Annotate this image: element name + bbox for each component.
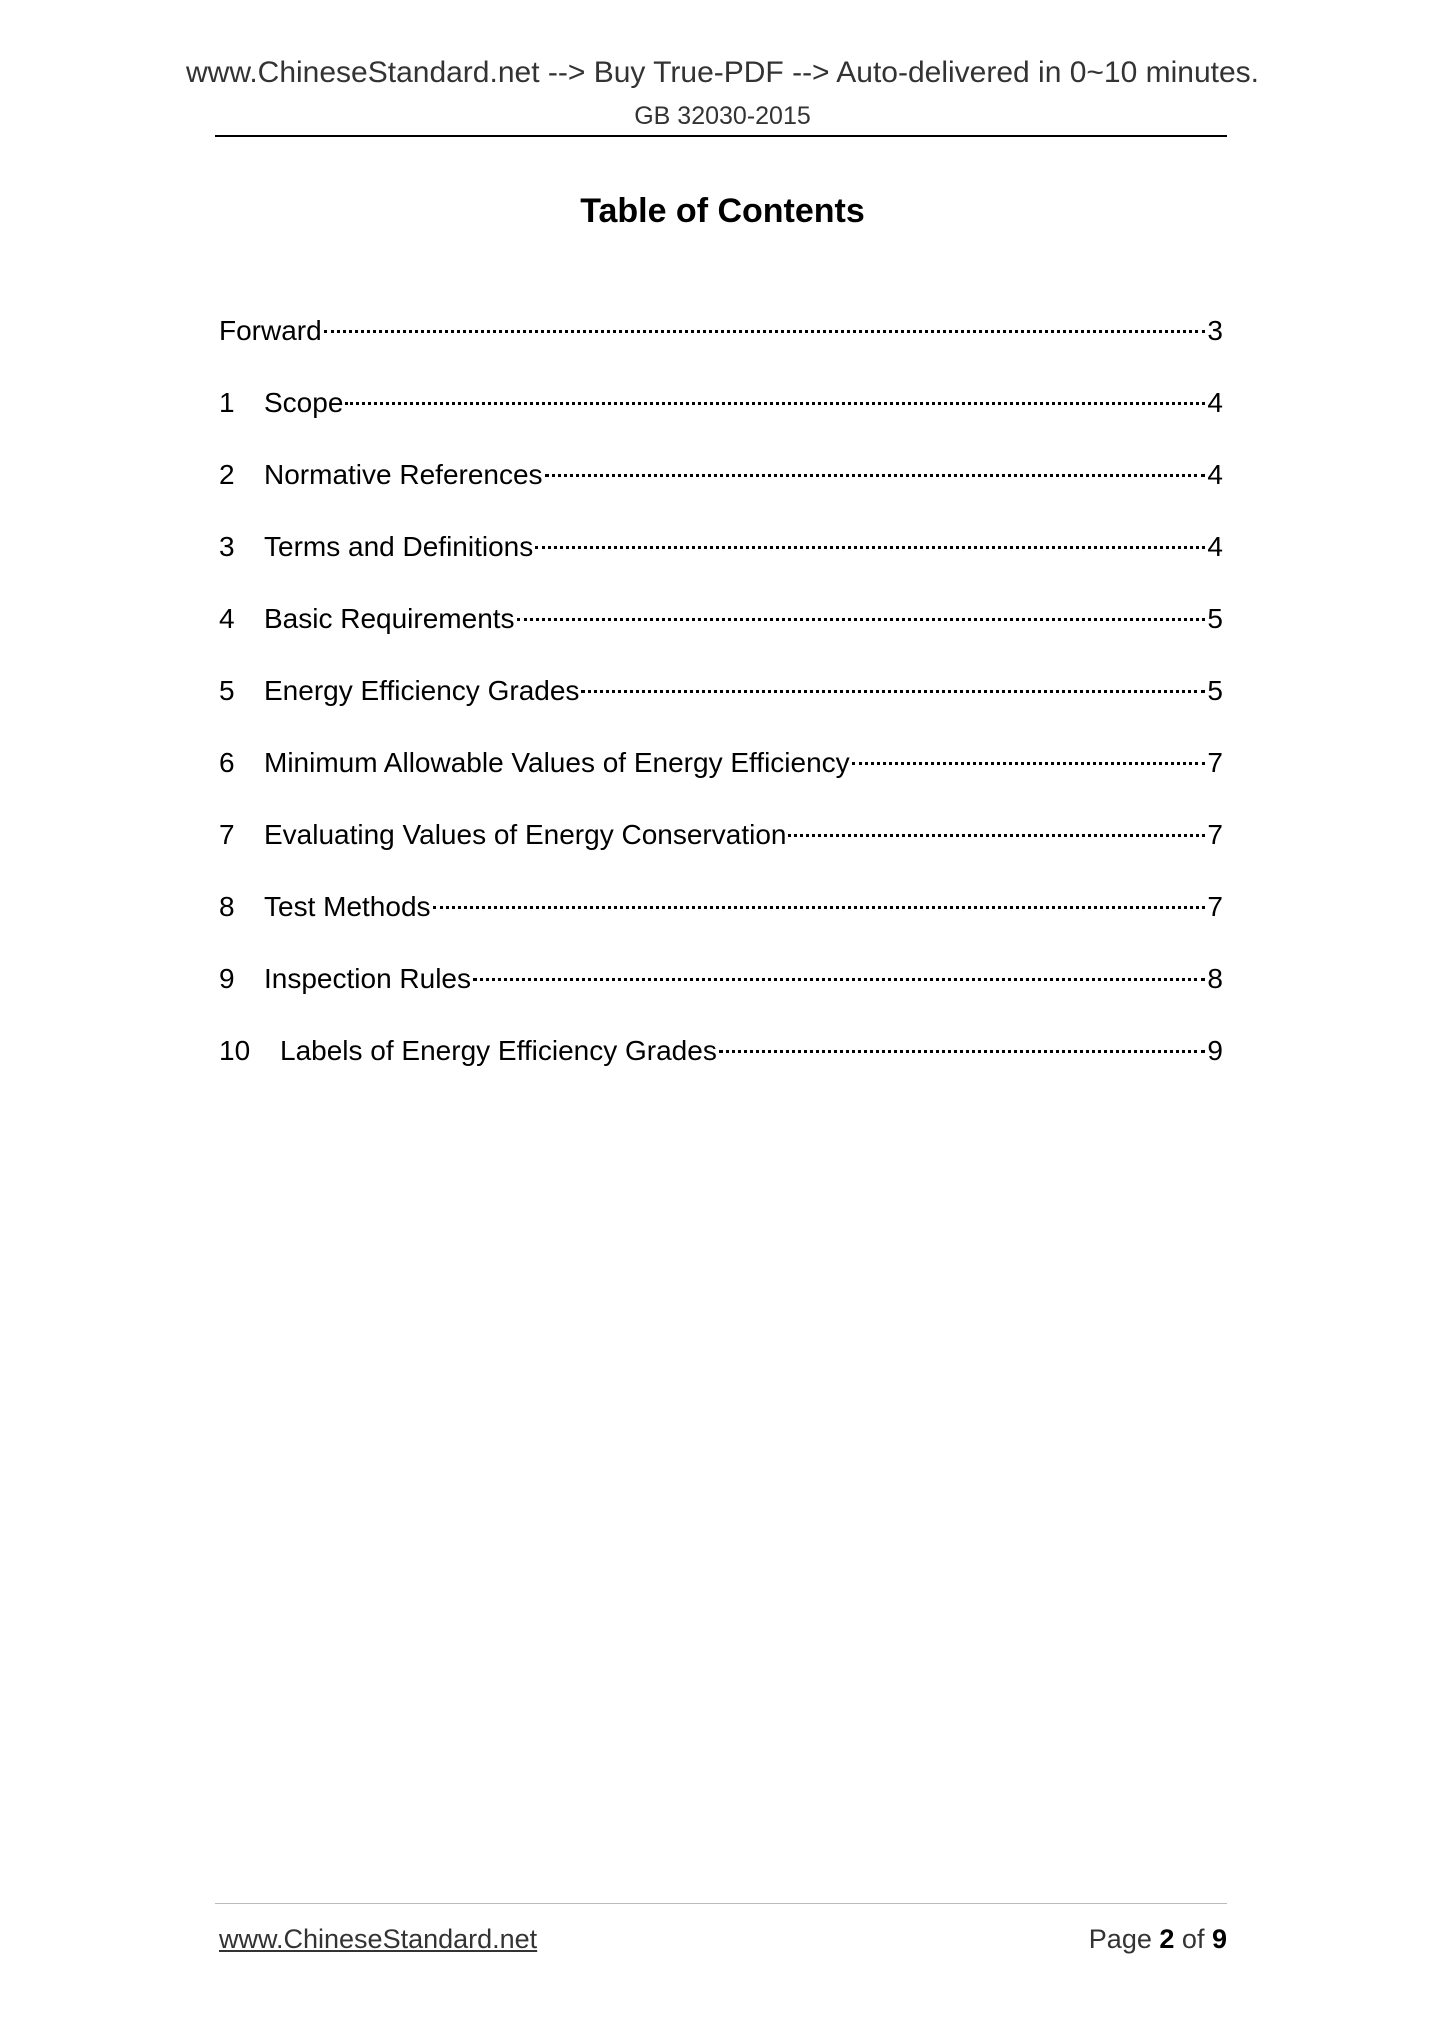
page-title: Table of Contents bbox=[580, 192, 865, 230]
toc-entry-scope[interactable] bbox=[219, 383, 1223, 455]
toc-entry-evaluating-values[interactable] bbox=[219, 815, 1223, 887]
toc-entry-label: Scope bbox=[264, 387, 344, 418]
toc-entry-page: 9 bbox=[1207, 1035, 1223, 1066]
toc-dot-leader bbox=[535, 546, 1205, 549]
toc-entry-page: 4 bbox=[1207, 531, 1223, 562]
toc-entry-number: 9 bbox=[219, 963, 235, 994]
toc-entry-label: Labels of Energy Efficiency Grades bbox=[280, 1035, 717, 1066]
toc-entry-normative-references[interactable] bbox=[219, 455, 1223, 527]
toc-entry-page: 4 bbox=[1207, 387, 1223, 418]
toc-entry-inspection-rules[interactable] bbox=[219, 959, 1223, 1031]
toc-entry-number: 1 bbox=[219, 387, 235, 418]
toc-dot-leader bbox=[433, 906, 1206, 909]
toc-entry-label: Test Methods bbox=[264, 891, 431, 922]
toc-entry-number: 3 bbox=[219, 531, 235, 562]
toc-entry-label: Evaluating Values of Energy Conservation bbox=[264, 819, 787, 850]
standard-code: GB 32030-2015 bbox=[634, 102, 811, 130]
toc-dot-leader bbox=[473, 978, 1205, 981]
toc-entry-page: 7 bbox=[1207, 819, 1223, 850]
toc-dot-leader bbox=[345, 402, 1205, 405]
page-current: 2 bbox=[1159, 1924, 1175, 1954]
toc-entry-minimum-allowable-values[interactable] bbox=[219, 743, 1223, 815]
page-indicator bbox=[1089, 1924, 1227, 1955]
toc-entry-page: 5 bbox=[1207, 675, 1223, 706]
toc-entry-number: 10 bbox=[219, 1035, 251, 1066]
toc-entry-label: Minimum Allowable Values of Energy Efficiency bbox=[264, 747, 850, 778]
toc-entry-page: 3 bbox=[1207, 315, 1223, 346]
toc-entry-energy-efficiency-grades[interactable] bbox=[219, 671, 1223, 743]
toc-entry-labels-of-grades[interactable] bbox=[219, 1031, 1223, 1103]
toc-entry-label: Inspection Rules bbox=[264, 963, 472, 994]
toc-dot-leader bbox=[581, 690, 1205, 693]
toc-dot-leader bbox=[719, 1050, 1206, 1053]
toc-entry-basic-requirements[interactable] bbox=[219, 599, 1223, 671]
toc-dot-leader bbox=[852, 762, 1206, 765]
toc-entry-forward[interactable] bbox=[219, 311, 1223, 383]
toc-entry-page: 8 bbox=[1207, 963, 1223, 994]
footer-divider bbox=[215, 1903, 1227, 1904]
toc-entry-number: 2 bbox=[219, 459, 235, 490]
toc-entry-label: Terms and Definitions bbox=[264, 531, 534, 562]
toc-list bbox=[219, 311, 1223, 1103]
toc-entry-page: 7 bbox=[1207, 747, 1223, 778]
header-divider bbox=[215, 135, 1227, 137]
page-of: of bbox=[1181, 1924, 1205, 1954]
toc-entry-page: 4 bbox=[1207, 459, 1223, 490]
toc-entry-page: 5 bbox=[1207, 603, 1223, 634]
toc-dot-leader bbox=[324, 330, 1206, 333]
toc-entry-label: Energy Efficiency Grades bbox=[264, 675, 580, 706]
toc-entry-number: 5 bbox=[219, 675, 235, 706]
toc-entry-label: Forward bbox=[219, 315, 322, 346]
toc-entry-number: 6 bbox=[219, 747, 235, 778]
page-prefix: Page bbox=[1088, 1924, 1152, 1954]
toc-dot-leader bbox=[788, 834, 1205, 837]
toc-entry-page: 7 bbox=[1207, 891, 1223, 922]
toc-dot-leader bbox=[545, 474, 1206, 477]
toc-entry-label: Normative References bbox=[264, 459, 543, 490]
page-total: 9 bbox=[1211, 1924, 1227, 1954]
toc-entry-number: 8 bbox=[219, 891, 235, 922]
toc-dot-leader bbox=[517, 618, 1206, 621]
toc-entry-test-methods[interactable] bbox=[219, 887, 1223, 959]
toc-entry-terms-and-definitions[interactable] bbox=[219, 527, 1223, 599]
footer-site-link[interactable]: www.ChineseStandard.net bbox=[219, 1924, 538, 1954]
toc-entry-number: 4 bbox=[219, 603, 235, 634]
header-banner: www.ChineseStandard.net --> Buy True-PDF --> Auto-delivered in 0~10 minutes. bbox=[185, 56, 1260, 89]
toc-entry-number: 7 bbox=[219, 819, 235, 850]
toc-entry-label: Basic Requirements bbox=[264, 603, 515, 634]
